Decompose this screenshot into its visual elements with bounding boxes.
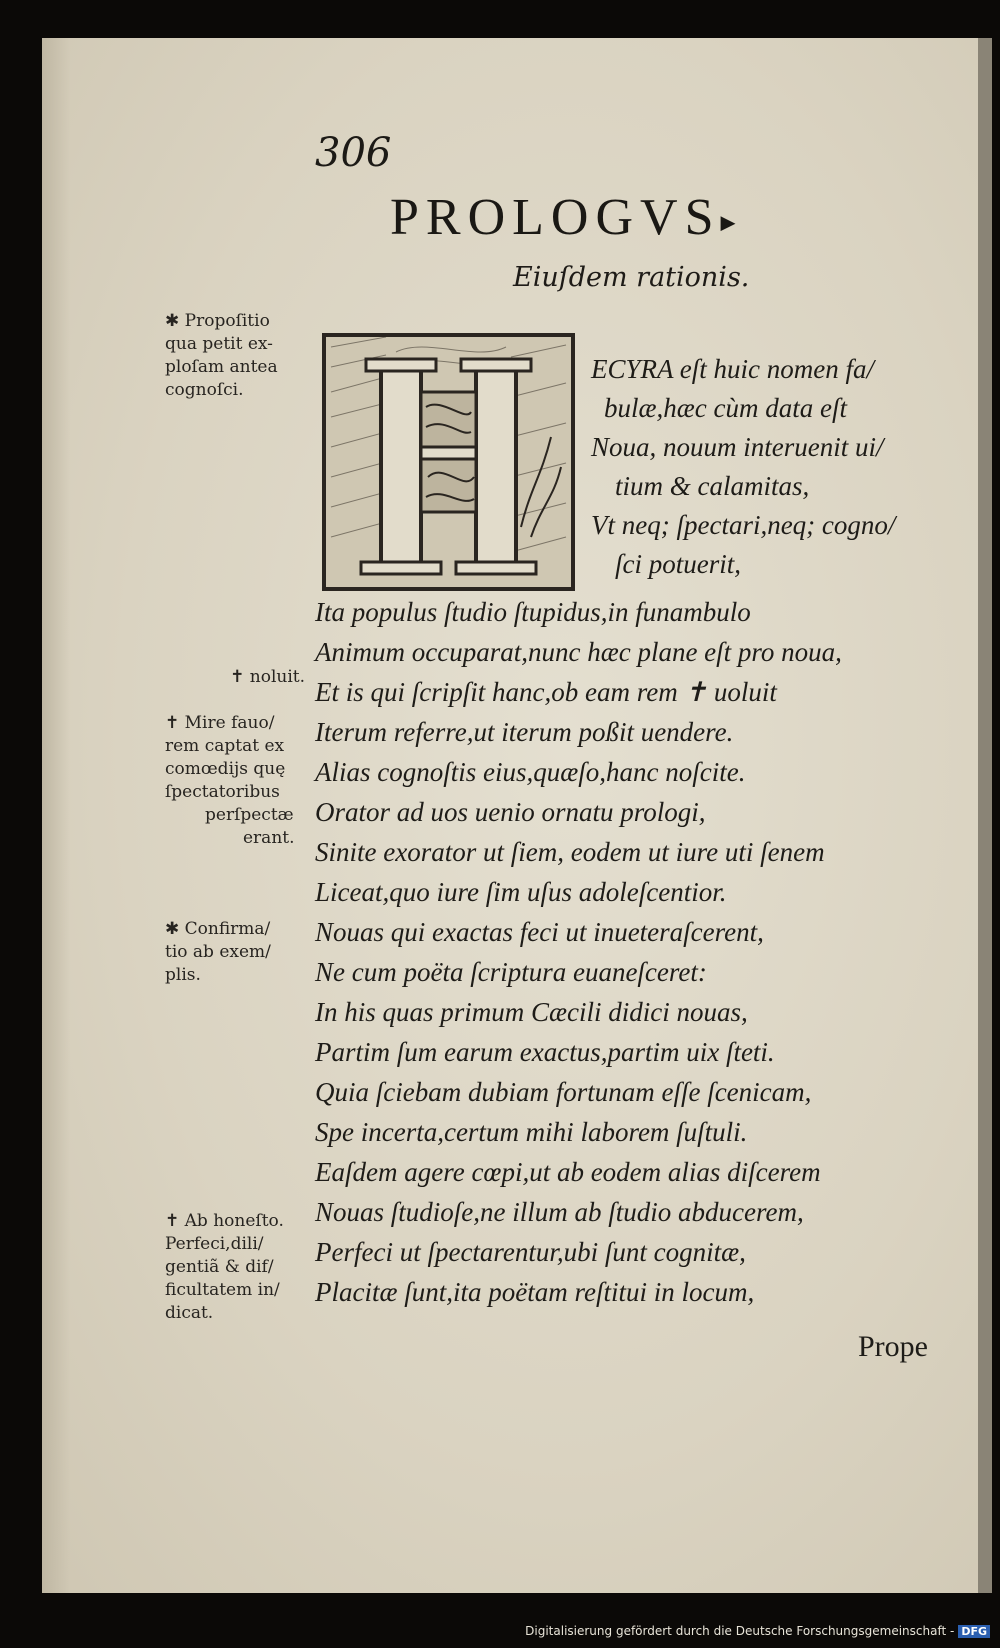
printer-ornament-icon: ▸ — [720, 205, 736, 239]
subheading: Eiuſdem rationis. — [513, 262, 750, 293]
text-line: Sinite exorator ut ſiem, eodem ut iure uti ſenem — [315, 837, 825, 867]
text-line: ECYRA eſt huic nomen fa/ — [591, 354, 874, 384]
text-line: tium & calamitas, — [615, 471, 810, 501]
prologue-heading: PROLOGVS▸ — [390, 189, 736, 246]
page-right-edge — [978, 38, 992, 1593]
digitization-credit: Digitalisierung gefördert durch die Deutsche Forschungsgemeinschaft - DFG — [525, 1624, 990, 1638]
text-line: Iterum referre,ut iterum poßit uendere. — [315, 717, 734, 747]
text-line: Noua, nouum interuenit ui/ — [591, 432, 884, 462]
page-gutter-shadow — [42, 38, 70, 1593]
text-line: Spe incerta,certum mihi laborem ſuſtuli. — [315, 1117, 748, 1147]
text-line: Animum occuparat,nunc hæc plane eſt pro noua, — [315, 637, 842, 667]
margin-note: ✝ noluit. — [230, 667, 305, 687]
decorated-initial-h — [322, 333, 575, 591]
text-line: In his quas primum Cæcili didici nouas, — [315, 997, 748, 1027]
margin-note: ✱ Propoſitio qua petit ex- ploſam antea cognoſci. — [165, 311, 278, 400]
text-line: Liceat,quo iure ſim uſus adoleſcentior. — [315, 877, 727, 907]
text-line: Placitæ ſunt,ita poëtam reſtitui in locum, — [315, 1277, 755, 1307]
text-line: Ita populus ſtudio ſtupidus,in funambulo — [315, 597, 751, 627]
text-line: Eaſdem agere cœpi,ut ab eodem alias diſcerem — [315, 1157, 821, 1187]
text-line: ſci potuerit, — [615, 549, 741, 579]
text-line: Nouas qui exactas feci ut inueteraſcerent, — [315, 917, 764, 947]
catchword: Prope — [858, 1330, 928, 1363]
text-line: Ne cum poëta ſcriptura euaneſceret: — [315, 957, 707, 987]
text-line: Perfeci ut ſpectarentur,ubi ſunt cognitæ, — [315, 1237, 746, 1267]
text-line: Alias cognoſtis eius,quæſo,hanc noſcite. — [315, 757, 746, 787]
margin-note: ✝ Mire fauo/ rem captat ex comœdijs quę ſpectatoribus perſpectæ erant. — [165, 713, 295, 848]
text-line: Vt neq; ſpectari,neq; cogno/ — [591, 510, 896, 540]
margin-note: ✱ Confirma/ tio ab exem/ plis. — [165, 919, 271, 985]
text-line: Nouas ſtudioſe,ne illum ab ſtudio abducerem, — [315, 1197, 804, 1227]
text-line: Partim ſum earum exactus,partim uix ſteti. — [315, 1037, 775, 1067]
margin-note: ✝ Ab honeſto. Perfeci,dili/ gentiã & dif/ ficultatem in/ dicat. — [165, 1211, 284, 1323]
text-line: Et is qui ſcripſit hanc,ob eam rem ✝ uoluit — [315, 677, 777, 707]
woodcut-initial-icon — [326, 337, 571, 587]
page-number: 306 — [315, 130, 392, 176]
dfg-logo: DFG — [958, 1625, 990, 1638]
text-line: bulæ,hæc cùm data eſt — [604, 393, 847, 423]
text-line: Quia ſciebam dubiam fortunam eſſe ſcenicam, — [315, 1077, 812, 1107]
text-line: Orator ad uos uenio ornatu prologi, — [315, 797, 706, 827]
